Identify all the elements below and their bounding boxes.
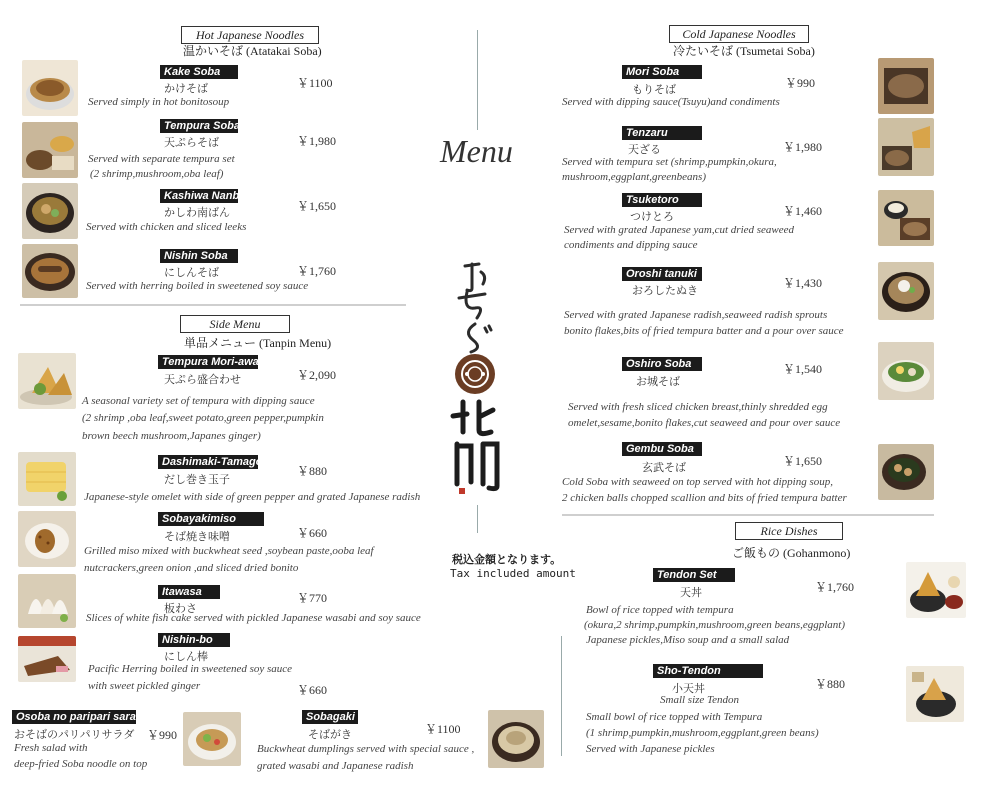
nishin-soba-price: ￥1,760 xyxy=(297,264,337,278)
oroshi-tanuki-price: ￥1,430 xyxy=(783,276,823,290)
kake-soba-name: Kake Soba xyxy=(160,65,238,79)
sobagaki-jp: そばがき xyxy=(308,729,352,741)
tendon-set-photo xyxy=(906,562,966,618)
sobayakimiso-photo xyxy=(18,511,76,567)
sobagaki-price: ￥1100 xyxy=(425,722,461,736)
itawasa-jp: 板わさ xyxy=(164,603,197,615)
nishin-bo-desc-2: with sweet pickled ginger xyxy=(88,680,201,692)
dashimaki-tamago-jp: だし巻き玉子 xyxy=(164,474,230,486)
tendon-set-name: Tendon Set xyxy=(653,568,735,582)
paripari-sarada-jp: おそばのパリパリサラダ xyxy=(14,729,135,741)
paripari-sarada-price: ￥990 xyxy=(147,728,178,742)
sobagaki-photo xyxy=(488,710,544,768)
tendon-set-price: ￥1,760 xyxy=(815,580,855,594)
kashiwa-nanban-price: ￥1,650 xyxy=(297,199,337,213)
rice-dishes-header: Rice Dishes xyxy=(735,522,843,540)
paripari-sarada-photo xyxy=(183,712,241,766)
tempura-moriawase-desc-1: A seasonal variety set of tempura with dipping sauce xyxy=(82,395,315,407)
tenzaru-name: Tenzaru xyxy=(622,126,702,140)
tsuketoro-price: ￥1,460 xyxy=(783,204,823,218)
sho-tendon-name: Sho-Tendon xyxy=(653,664,763,678)
tempura-moriawase-price: ￥2,090 xyxy=(297,368,337,382)
cold-noodles-subheader: 冷たいそば (Tsumetai Soba) xyxy=(673,44,815,58)
oshiro-soba-desc-1: Served with fresh sliced chicken breast,thinly shredded egg xyxy=(568,401,828,413)
sho-tendon-price: ￥880 xyxy=(815,677,846,691)
cold-noodles-header: Cold Japanese Noodles xyxy=(669,25,809,43)
tsuketoro-name: Tsuketoro xyxy=(622,193,702,207)
nishin-soba-photo xyxy=(22,244,78,298)
hot-noodles-subheader: 温かいそば (Atatakai Soba) xyxy=(183,44,322,58)
oshiro-soba-price: ￥1,540 xyxy=(783,362,823,376)
dashimaki-tamago-photo xyxy=(18,452,76,506)
nishin-bo-name: Nishin-bo xyxy=(158,633,230,647)
gembu-soba-photo xyxy=(878,444,934,500)
kashiwa-nanban-jp: かしわ南ばん xyxy=(164,207,230,219)
kake-soba-photo xyxy=(22,60,78,116)
itawasa-desc: Slices of white fish cake served with pickled Japanese wasabi and soy sauce xyxy=(86,612,421,624)
tsuketoro-desc-2: condiments and dipping sauce xyxy=(564,239,698,251)
sho-tendon-sub: Small size Tendon xyxy=(660,694,740,706)
gembu-soba-price: ￥1,650 xyxy=(783,454,823,468)
paripari-sarada-desc-1: Fresh salad with xyxy=(14,742,88,754)
tempura-moriawase-desc-2: (2 shrimp ,oba leaf,sweet potato,green pepper,pumpkin xyxy=(82,412,324,424)
oroshi-tanuki-jp: おろしたぬき xyxy=(632,285,698,297)
sobayakimiso-desc-2: nutcrackers,green onion ,and sliced dried bonito xyxy=(84,562,299,574)
sobayakimiso-price: ￥660 xyxy=(297,526,328,540)
gembu-soba-name: Gembu Soba xyxy=(622,442,702,456)
sho-tendon-desc-1: Small bowl of rice topped with Tempura xyxy=(586,711,763,723)
tsuketoro-jp: つけとろ xyxy=(630,211,674,223)
itawasa-price: ￥770 xyxy=(297,591,328,605)
mori-soba-photo xyxy=(878,58,934,114)
oroshi-tanuki-photo xyxy=(878,262,934,320)
tax-note-jp: 税込金額となります。 xyxy=(452,553,562,566)
mori-soba-jp: もりそば xyxy=(632,84,676,96)
center-rule-top xyxy=(477,30,478,130)
sho-tendon-photo xyxy=(906,666,964,722)
tempura-soba-name: Tempura Soba xyxy=(160,119,238,133)
sobayakimiso-jp: そば焼き味噌 xyxy=(164,531,230,543)
sobayakimiso-desc-1: Grilled miso mixed with buckwheat seed ,soybean paste,ooba leaf xyxy=(84,545,374,557)
oshiro-soba-desc-2: omelet,sesame,bonito flakes,cut seaweed and pour over sauce xyxy=(568,417,841,429)
dashimaki-tamago-desc: Japanese-style omelet with side of green pepper and grated Japanese radish xyxy=(84,491,421,503)
itawasa-name: Itawasa xyxy=(158,585,220,599)
oroshi-tanuki-name: Oroshi tanuki xyxy=(622,267,702,281)
sobagaki-desc-1: Buckwheat dumplings served with special sauce , xyxy=(257,743,475,755)
sho-tendon-jp: 小天丼 xyxy=(672,683,705,695)
mori-soba-desc: Served with dipping sauce(Tsuyu)and condiments xyxy=(562,96,780,108)
sobagaki-name: Sobagaki xyxy=(302,710,358,724)
nishin-bo-price: ￥660 xyxy=(297,683,328,697)
center-rule-mid xyxy=(477,505,478,533)
tendon-set-desc-3: Japanese pickles,Miso soup and a small salad xyxy=(586,634,790,646)
dashimaki-tamago-name: Dashimaki-Tamago xyxy=(158,455,258,469)
side-menu-subheader: 単品メニュー (Tanpin Menu) xyxy=(184,336,332,350)
tendon-set-jp: 天丼 xyxy=(680,587,702,599)
kake-soba-jp: かけそば xyxy=(164,83,208,95)
nishin-soba-jp: にしんそば xyxy=(164,267,219,279)
gembu-soba-desc-1: Cold Soba with seaweed on top served with hot dipping soup, xyxy=(562,476,834,488)
nishin-bo-jp: にしん棒 xyxy=(164,651,208,663)
tenzaru-jp: 天ざる xyxy=(628,144,661,156)
tsuketoro-desc-1: Served with grated Japanese yam,cut dried seaweed xyxy=(564,224,795,236)
oroshi-tanuki-desc-1: Served with grated Japanese radish,seaweed radish sprouts xyxy=(564,309,828,321)
dashimaki-tamago-price: ￥880 xyxy=(297,464,328,478)
tempura-soba-jp: 天ぷらそば xyxy=(164,137,219,149)
right-section-divider xyxy=(562,514,934,516)
sho-tendon-desc-2: (1 shrimp,pumpkin,mushroom,eggplant,green beans) xyxy=(586,727,819,739)
kake-soba-desc: Served simply in hot bonitosoup xyxy=(88,96,230,108)
left-section-divider xyxy=(20,304,406,306)
gembu-soba-desc-2: 2 chicken balls chopped scallion and bits of fried tempura batter xyxy=(562,492,847,504)
oshiro-soba-name: Oshiro Soba xyxy=(622,357,702,371)
tempura-soba-price: ￥1,980 xyxy=(297,134,337,148)
tempura-moriawase-desc-3: brown beech mushroom,Japanes ginger) xyxy=(82,430,261,442)
tempura-soba-desc-2: (2 shrimp,mushroom,oba leaf) xyxy=(90,168,224,180)
kashiwa-nanban-photo xyxy=(22,183,78,239)
itawasa-photo xyxy=(18,574,76,628)
mori-soba-name: Mori Soba xyxy=(622,65,702,79)
sobagaki-desc-2: grated wasabi and Japanese radish xyxy=(257,760,414,772)
gembu-soba-jp: 玄武そば xyxy=(642,462,686,474)
nishin-bo-photo xyxy=(18,636,76,682)
rice-dishes-subheader: ご飯もの (Gohanmono) xyxy=(732,546,851,560)
paripari-sarada-name: Osoba no paripari sarada xyxy=(12,710,136,724)
side-menu-header: Side Menu xyxy=(180,315,290,333)
tsuketoro-photo xyxy=(878,190,934,246)
oroshi-tanuki-desc-2: bonito flakes,bits of fried tempura batter and a pour over sauce xyxy=(564,325,844,337)
tempura-soba-desc-1: Served with separate tempura set xyxy=(88,153,235,165)
kake-soba-price: ￥1100 xyxy=(297,76,333,90)
sho-tendon-desc-3: Served with Japanese pickles xyxy=(586,743,715,755)
center-rule-bottom xyxy=(561,636,562,756)
tempura-soba-photo xyxy=(22,122,78,178)
tenzaru-photo xyxy=(878,118,934,176)
sobayakimiso-name: Sobayakimiso xyxy=(158,512,264,526)
mori-soba-price: ￥990 xyxy=(785,76,816,90)
tendon-set-desc-1: Bowl of rice topped with tempura xyxy=(586,604,734,616)
restaurant-logo xyxy=(445,258,505,498)
kashiwa-nanban-name: Kashiwa Nanban xyxy=(160,189,238,203)
kashiwa-nanban-desc: Served with chicken and sliced leeks xyxy=(86,221,247,233)
oshiro-soba-photo xyxy=(878,342,934,400)
tenzaru-desc-1: Served with tempura set (shrimp,pumpkin,okura, xyxy=(562,156,777,168)
tenzaru-desc-2: mushroom,eggplant,greenbeans) xyxy=(562,171,706,183)
hot-noodles-header: Hot Japanese Noodles xyxy=(181,26,319,44)
tempura-moriawase-photo xyxy=(18,353,76,409)
tendon-set-desc-2: (okura,2 shrimp,pumpkin,mushroom,green beans,eggplant) xyxy=(584,619,846,631)
paripari-sarada-desc-2: deep-fried Soba noodle on top xyxy=(14,758,148,770)
tenzaru-price: ￥1,980 xyxy=(783,140,823,154)
nishin-bo-desc-1: Pacific Herring boiled in sweetened soy sauce xyxy=(88,663,293,675)
tempura-moriawase-name: Tempura Mori-awase xyxy=(158,355,258,369)
nishin-soba-name: Nishin Soba xyxy=(160,249,238,263)
menu-title: Menu xyxy=(440,133,513,169)
nishin-soba-desc: Served with herring boiled in sweetened soy sauce xyxy=(86,280,309,292)
oshiro-soba-jp: お城そば xyxy=(636,376,680,388)
tax-note-en: Tax included amount xyxy=(450,567,576,580)
tempura-moriawase-jp: 天ぷら盛合わせ xyxy=(164,374,241,386)
